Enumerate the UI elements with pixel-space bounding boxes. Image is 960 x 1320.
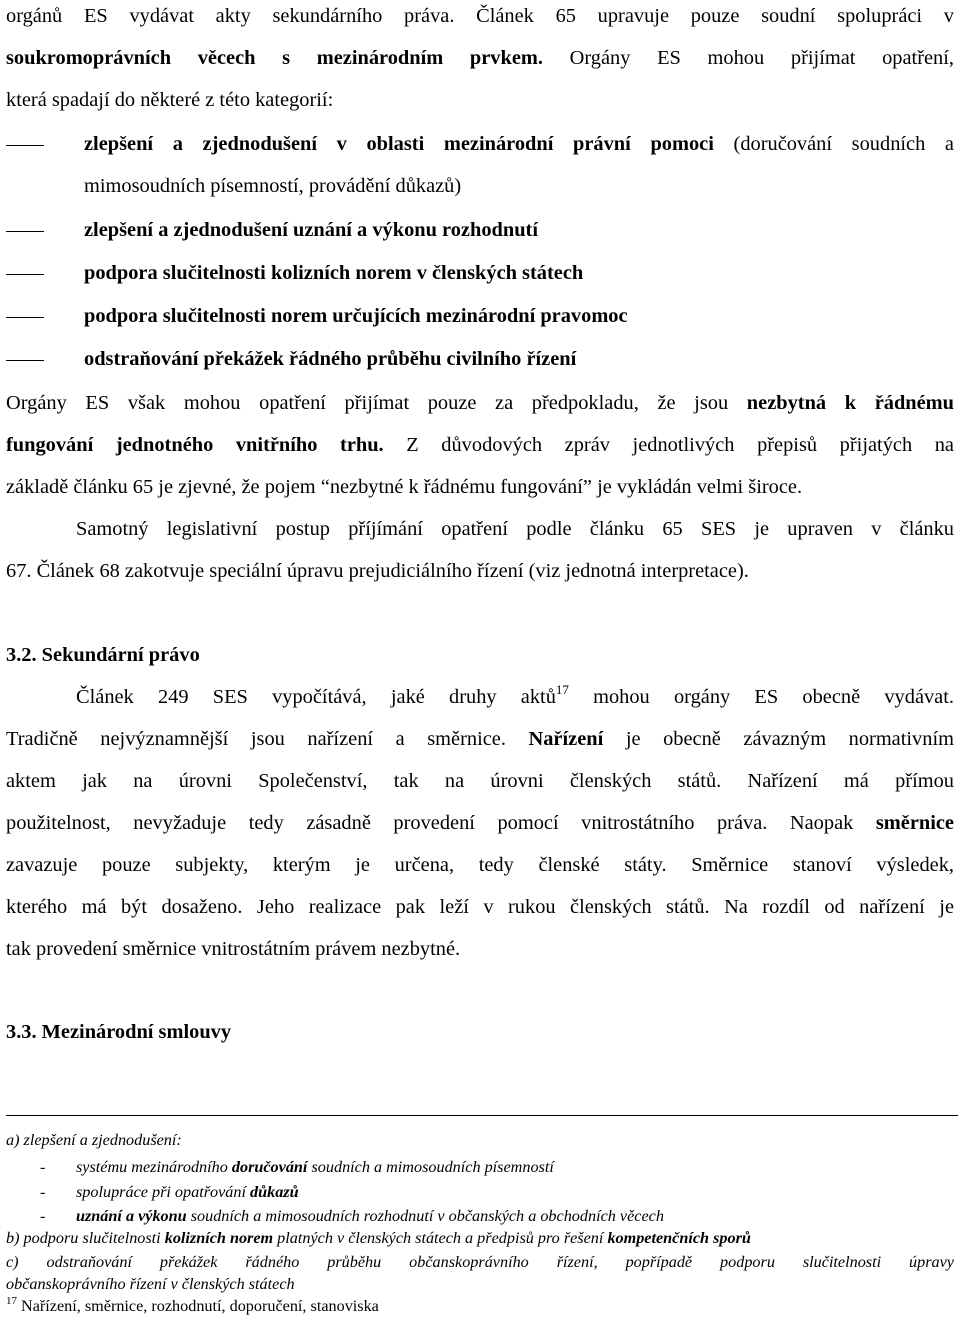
- body-line: použitelnost, nevyžaduje tedy zásadně provedení pomocí vnitrostátního práva. Naopak směrnice: [6, 812, 954, 834]
- footnote-line: systému mezinárodního doručování soudních a mimosoudních písemností: [76, 1158, 554, 1176]
- list-item: zlepšení a zjednodušení v oblasti mezinárodní právní pomoci (doručování soudních a: [84, 133, 954, 155]
- body-line: která spadají do některé z této kategorií:: [6, 89, 334, 111]
- footnote-line: spolupráce při opatřování důkazů: [76, 1183, 299, 1201]
- body-line: zavazuje pouze subjekty, kterým je určena, tedy členské státy. Směrnice stanoví výsledek,: [6, 854, 954, 876]
- body-line: tak provedení směrnice vnitrostátním právem nezbytné.: [6, 938, 461, 960]
- body-line: základě článku 65 je zjevné, že pojem “nezbytné k řádnému fungování” je vykládán velmi široce.: [6, 476, 803, 498]
- body-line: Článek 249 SES vypočítává, jaké druhy aktů$^{17}$ mohou orgány ES obecně vydávat.: [76, 682, 954, 708]
- list-item: odstraňování překážek řádného průběhu civilního řízení: [84, 348, 577, 370]
- bullet-dash: [6, 231, 44, 232]
- footnote-number: 17: [6, 1295, 17, 1307]
- footnote-ref: 17: [555, 682, 569, 697]
- footnote-dash: -: [40, 1207, 46, 1225]
- footnote-line: uznání a výkonu soudních a mimosoudních rozhodnutí v občanských a obchodních věcech: [76, 1207, 664, 1225]
- footnote-line: a) zlepšení a zjednodušení:: [6, 1131, 182, 1149]
- footnote-line: b) podporu slučitelnosti kolizních norem platných v členských státech a předpisů pro řešení kompetenčních sporů: [6, 1229, 751, 1247]
- body-line: Tradičně nejvýznamnější jsou nařízení a směrnice. Nařízení je obecně závazným normativním: [6, 728, 954, 750]
- body-line: Orgány ES však mohou opatření přijímat pouze za předpokladu, že jsou nezbytná k řádnému: [6, 392, 955, 414]
- bullet-dash: [6, 317, 44, 318]
- footnote-dash: -: [40, 1183, 46, 1201]
- footnote-line: c) odstraňování překážek řádného průběhu občanskoprávního řízení, popřípadě podporu slučitelnosti úpravy: [6, 1253, 954, 1271]
- list-item: zlepšení a zjednodušení uznání a výkonu rozhodnutí: [84, 219, 538, 241]
- body-line: orgánů ES vydávat akty sekundárního práva. Článek 65 upravuje pouze soudní spolupráci v: [6, 5, 954, 27]
- footnote-17: $^{17}$ Nařízení, směrnice, rozhodnutí, doporučení, stanoviska: [6, 1295, 379, 1315]
- body-line: Samotný legislativní postup příjímání opatření podle článku 65 SES je upraven v článku: [76, 518, 954, 540]
- bullet-dash: [6, 360, 44, 361]
- footnote-separator: [6, 1115, 958, 1116]
- body-line: aktem jak na úrovni Společenství, tak na úrovni členských států. Nařízení má přímou: [6, 770, 954, 792]
- section-heading: 3.3. Mezinárodní smlouvy: [6, 1021, 232, 1043]
- footnote-line: občanskoprávního řízení v členských státech: [6, 1275, 295, 1293]
- bullet-dash: [6, 274, 44, 275]
- body-line: kterého má být dosaženo. Jeho realizace pak leží v rukou členských států. Na rozdíl od nařízení je: [6, 896, 954, 918]
- list-item: podpora slučitelnosti norem určujících mezinárodní pravomoc: [84, 305, 628, 327]
- list-item: podpora slučitelnosti kolizních norem v členských státech: [84, 262, 584, 284]
- footnote-dash: -: [40, 1158, 46, 1176]
- body-line: 67. Článek 68 zakotvuje speciální úpravu prejudiciálního řízení (viz jednotná interpretace).: [6, 560, 749, 582]
- body-line: fungování jednotného vnitřního trhu. Z důvodových zpráv jednotlivých přepisů přijatých na: [6, 434, 954, 456]
- bullet-dash: [6, 145, 44, 146]
- section-heading: 3.2. Sekundární právo: [6, 644, 200, 666]
- list-item-continuation: mimosoudních písemností, provádění důkazů): [84, 175, 462, 197]
- body-line: soukromoprávních věcech s mezinárodním prvkem. Orgány ES mohou přijímat opatření,: [6, 47, 955, 69]
